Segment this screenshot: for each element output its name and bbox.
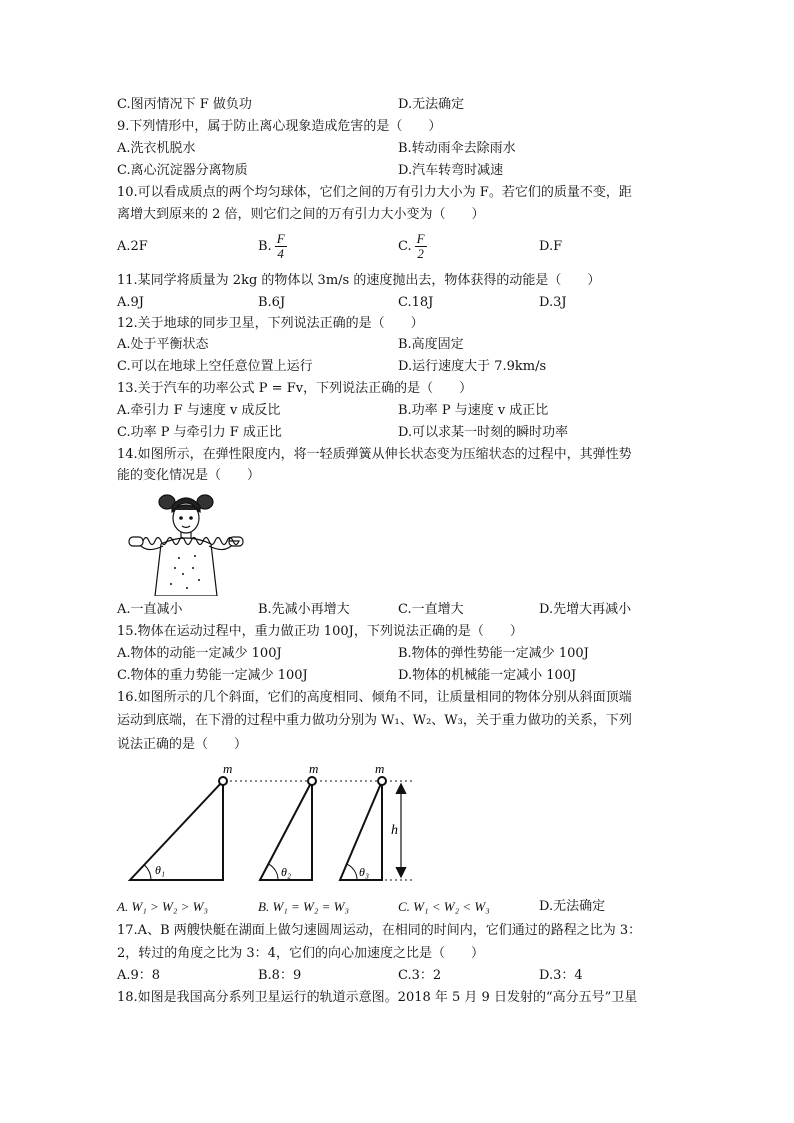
angle-label-3: θ₃ [359, 865, 370, 879]
q8-option-d: D.无法确定 [398, 97, 465, 112]
q15-option-c: C.物体的重力势能一定减少 100J [117, 668, 308, 683]
q9-option-d: D.汽车转弯时减速 [398, 163, 504, 178]
q18-stem-line1: 18.如图是我国高分系列卫星运行的轨道示意图。2018 年 5 月 9 日发射的“高分五号”卫星 [117, 990, 638, 1005]
inclines-figure [125, 760, 420, 885]
q13-option-c: C.功率 P 与牵引力 F 成正比 [117, 425, 282, 440]
q12-option-b: B.高度固定 [398, 337, 464, 352]
q10-option-b-numerator: F [276, 231, 285, 246]
height-label: h [391, 823, 398, 838]
q14-option-a: A.一直减小 [117, 602, 183, 617]
q17-stem-line1: 17.A、B 两艘快艇在湖面上做匀速圆周运动，在相同的时间内，它们通过的路程之比为 3： [117, 923, 642, 938]
q11-option-b: B.6J [258, 295, 286, 310]
q15-option-b: B.物体的弹性势能一定减少 100J [398, 646, 589, 661]
q10-option-c-numerator: F [416, 231, 425, 246]
q11-option-d: D.3J [539, 295, 567, 310]
q10-option-a: A.2F [117, 239, 148, 254]
incline-1 [130, 781, 223, 880]
q9-option-b: B.转动雨伞去除雨水 [398, 141, 516, 156]
q11-stem: 11.某同学将质量为 2kg 的物体以 3m/s 的速度抛出去，物体获得的动能是（ ） [117, 273, 601, 288]
q8-option-c: C.图丙情况下 F 做负功 [117, 97, 252, 112]
q16-stem-line3: 说法正确的是（ ） [117, 737, 248, 752]
q16-stem-line1: 16.如图所示的几个斜面，它们的高度相同、倾角不同，让质量相同的物体分别从斜面顶端 [117, 690, 632, 705]
q12-option-c: C.可以在地球上空任意位置上运行 [117, 359, 313, 374]
q14-stem-line2: 能的变化情况是（ ） [117, 468, 261, 483]
q9-option-a: A.洗衣机脱水 [117, 141, 196, 156]
q10-option-c-fraction [415, 232, 427, 261]
q13-option-b: B.功率 P 与速度 v 成正比 [398, 403, 549, 418]
mass-ball-2 [308, 777, 316, 785]
q13-option-d: D.可以求某一时刻的瞬时功率 [398, 425, 569, 440]
mass-label-3: m [375, 761, 385, 776]
q15-option-a: A.物体的动能一定减少 100J [117, 646, 282, 661]
q16-option-a: A. W₁ > W₂ > W₃ [117, 899, 209, 914]
q16-option-b: B. W₁ = W₂ = W₃ [258, 899, 350, 914]
q10-option-b [258, 228, 287, 266]
q16-option-c: C. W₁ < W₂ < W₃ [398, 899, 490, 914]
q10-option-c-prefix: C. [398, 239, 412, 254]
mass-ball-1 [219, 777, 227, 785]
angle-label-2: θ₂ [281, 865, 292, 879]
q13-stem: 13.关于汽车的功率公式 P = Fv，下列说法正确的是（ ） [117, 381, 473, 396]
q10-option-b-fraction [275, 232, 287, 261]
q10-option-d: D.F [539, 239, 563, 254]
q12-option-d: D.运行速度大于 7.9km/s [398, 359, 547, 374]
girl-stretching-spring-figure [125, 488, 247, 596]
q11-option-c: C.18J [398, 295, 434, 310]
q17-stem-line2: 2，转过的角度之比为 3：4，它们的向心加速度之比是（ ） [117, 946, 484, 961]
mass-label-2: m [309, 761, 319, 776]
q10-stem-line2: 离增大到原来的 2 倍，则它们之间的万有引力大小变为（ ） [117, 207, 485, 222]
q9-stem: 9.下列情形中，属于防止离心现象造成危害的是（ ） [117, 119, 442, 134]
q15-option-d: D.物体的机械能一定减小 100J [398, 668, 577, 683]
q10-option-c [398, 228, 427, 266]
q12-stem: 12.关于地球的同步卫星，下列说法正确的是（ ） [117, 316, 424, 331]
q9-option-c: C.离心沉淀器分离物质 [117, 163, 248, 178]
q10-option-b-prefix: B. [258, 239, 272, 254]
q10-option-b-denominator: 4 [277, 246, 284, 261]
q12-option-a: A.处于平衡状态 [117, 337, 209, 352]
q14-option-d: D.先增大再减小 [539, 602, 632, 617]
mass-label-1: m [223, 761, 233, 776]
q16-stem-line2: 运动到底端，在下滑的过程中重力做功分别为 W₁、W₂、W₃，关于重力做功的关系，下列 [117, 713, 632, 728]
mass-ball-3 [378, 777, 386, 785]
q15-stem: 15.物体在运动过程中，重力做正功 100J，下列说法正确的是（ ） [117, 624, 523, 639]
q10-stem-line1: 10.可以看成质点的两个均匀球体，它们之间的万有引力大小为 F。若它们的质量不变，距 [117, 185, 632, 200]
q14-option-c: C.一直增大 [398, 602, 464, 617]
q17-option-b: B.8：9 [258, 968, 302, 983]
q13-option-a: A.牵引力 F 与速度 v 成反比 [117, 403, 281, 418]
angle-label-1: θ₁ [155, 863, 166, 877]
q11-option-a: A.9J [117, 295, 145, 310]
q17-option-a: A.9：8 [117, 968, 161, 983]
q17-option-d: D.3：4 [539, 968, 583, 983]
q14-stem-line1: 14.如图所示，在弹性限度内，将一轻质弹簧从伸长状态变为压缩状态的过程中，其弹性势 [117, 447, 632, 462]
q16-option-d: D.无法确定 [539, 899, 606, 914]
q17-option-c: C.3：2 [398, 968, 442, 983]
q10-option-c-denominator: 2 [417, 246, 424, 261]
q14-option-b: B.先减小再增大 [258, 602, 350, 617]
